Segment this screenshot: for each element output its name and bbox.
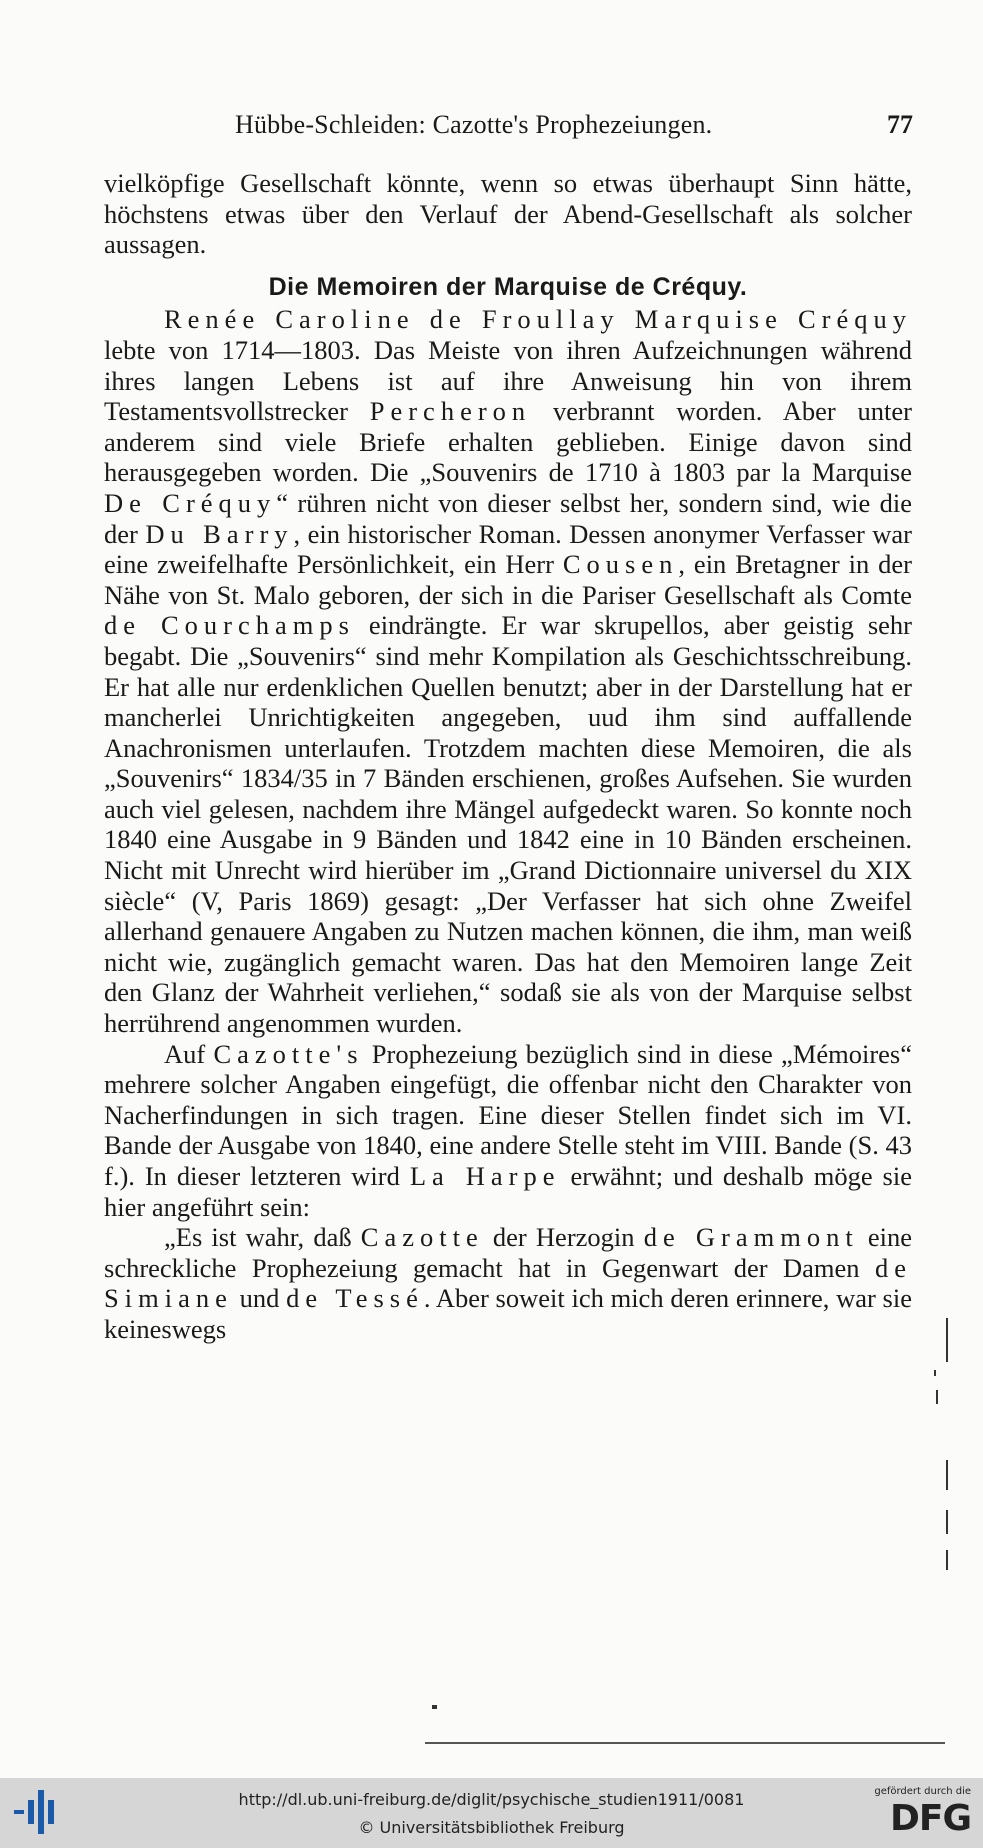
person-name: Renée Caroline de Froullay Marquise Créquy bbox=[164, 304, 912, 335]
paragraph-1-text: vielköpfige Gesellschaft könnte, wenn so etwas überhaupt Sinn hätte, höchstens etwas über den Verlauf der Abend-Gesellschaft als solcher aussagen. bbox=[104, 168, 912, 260]
margin-mark bbox=[946, 1550, 948, 1570]
person-name: Cazotte bbox=[360, 1222, 484, 1253]
text-run: Auf bbox=[164, 1038, 214, 1069]
person-name: de Courchamps bbox=[104, 610, 355, 641]
margin-mark bbox=[946, 1460, 948, 1490]
person-name: de Tessé bbox=[286, 1283, 424, 1314]
person-name: Cazotte's bbox=[213, 1038, 364, 1069]
margin-mark bbox=[934, 1370, 936, 1376]
margin-mark bbox=[946, 1510, 948, 1534]
dfg-logo-icon: DFG bbox=[889, 1798, 971, 1839]
text-run: Prophezeiung bezüglich sind in diese „Mémoires“ mehrere solcher Angaben eingefügt, die offenbar nicht den Charakter von Nacherfindungen in sich tragen. Eine dieser Stellen findet sich im VI. Bande der Ausgabe von 1840, eine andere Stelle steht im VIII. Bande (S. 43 f.). In dieser letzteren wird bbox=[104, 1038, 913, 1191]
text-run: , ein historischer Roman. Dessen anonymer Verfasser war eine zweifelhafte Persönlichkeit, ein Herr bbox=[104, 518, 912, 580]
viewer-footer bbox=[0, 1778, 983, 1848]
paragraph-4 bbox=[104, 1222, 912, 1344]
text-run: der Herzogin bbox=[483, 1222, 644, 1253]
person-name: Cousen bbox=[562, 549, 679, 580]
text-run: lebte von 1714—1803. Das Meiste von ihren Aufzeichnungen während ihres langen Lebens ist auf ihre Anweisung hin von ihrem Testamentsvollstrecker bbox=[104, 334, 912, 427]
paragraph-3 bbox=[104, 1039, 912, 1223]
text-run: „Es ist wahr, daß bbox=[164, 1222, 361, 1253]
person-name: de Simiane bbox=[104, 1252, 912, 1314]
text-run: und bbox=[232, 1283, 287, 1314]
running-header bbox=[105, 110, 913, 144]
person-name: Du Barry bbox=[145, 518, 294, 549]
paragraph-2 bbox=[104, 304, 912, 1038]
margin-mark bbox=[946, 1318, 948, 1362]
permalink-url[interactable]: http://dl.ub.uni-freiburg.de/diglit/psychische_studien1911/0081 bbox=[238, 1790, 745, 1809]
text-run: , ein Bretagner in der Nähe von St. Malo geboren, der sich in die Pariser Gesellschaft als Comte bbox=[104, 549, 913, 610]
text-run: eine schreckliche Prophezeiung gemacht hat in Gegenwart der Damen bbox=[104, 1222, 912, 1283]
text-run: verbrannt worden. Aber unter anderem sind viele Briefe erhalten geblieben. Einige davon sind herausgegeben worden. Die „Souvenirs de 1710 à 1803 par la Marquise bbox=[104, 396, 912, 488]
bottom-rule bbox=[425, 1742, 945, 1744]
funding-note: gefördert durch die bbox=[874, 1786, 971, 1797]
running-title: Hübbe-Schleiden: Cazotte's Prophezeiungen. bbox=[235, 110, 713, 139]
body-text bbox=[104, 168, 912, 1345]
text-run: . Aber soweit ich mich deren erinnere, war sie keineswegs bbox=[104, 1283, 912, 1344]
text-run: erwähnt; und deshalb möge sie hier angeführt sein: bbox=[104, 1161, 912, 1222]
copyright-notice: © Universitätsbibliothek Freiburg bbox=[358, 1818, 625, 1837]
margin-mark bbox=[936, 1390, 938, 1404]
person-name: De Créquy bbox=[104, 487, 277, 518]
person-name: Percheron bbox=[369, 396, 532, 427]
text-run: “ rühren nicht von dieser selbst her, sondern sind, wie die der bbox=[104, 487, 912, 549]
ink-dot bbox=[432, 1705, 437, 1709]
text-run: eindrängte. Er war skrupellos, aber geistig sehr begabt. Die „Souvenirs“ sind mehr Kompilation als Geschichtsschreibung. Er hat alle nur erdenklichen Quellen benutzt; aber in der Darstellung hat er mancherlei Unrichtigkeiten angegeben, uud ihm sind auffallende Anachronismen unterlaufen. Trotzdem machten diese Memoiren, die als „Souvenirs“ 1834/35 in 7 Bänden erschienen, großes Aufsehen. Sie wurden auch viel gelesen, nachdem ihre Mängel aufgedeckt waren. So konnte noch 1840 eine Ausgabe in 9 Bänden und 1842 eine in 10 Bänden erscheinen. Nicht mit Unrecht wird hierüber im „Grand Dictionnaire universel du XIX siècle“ (V, Paris 1869) gesagt: „Der Verfasser hat sich ohne Zweifel allerhand genauere Angaben zu Nutzen machen können, die ihm, man weiß nicht wie, zugänglich gemacht waren. Das hat den Memoiren lange Zeit den Glanz der Wahrheit verliehen,“ sodaß sie als von der Marquise selbst herrührend angenommen wurden. bbox=[104, 610, 912, 1039]
margin-marks bbox=[928, 1310, 968, 1570]
paragraph-1 bbox=[104, 168, 912, 260]
person-name: de Grammont bbox=[643, 1222, 859, 1253]
person-name: La Harpe bbox=[409, 1161, 561, 1191]
section-heading: Die Memoiren der Marquise de Créquy. bbox=[268, 272, 748, 301]
page-number: 77 bbox=[887, 110, 913, 139]
